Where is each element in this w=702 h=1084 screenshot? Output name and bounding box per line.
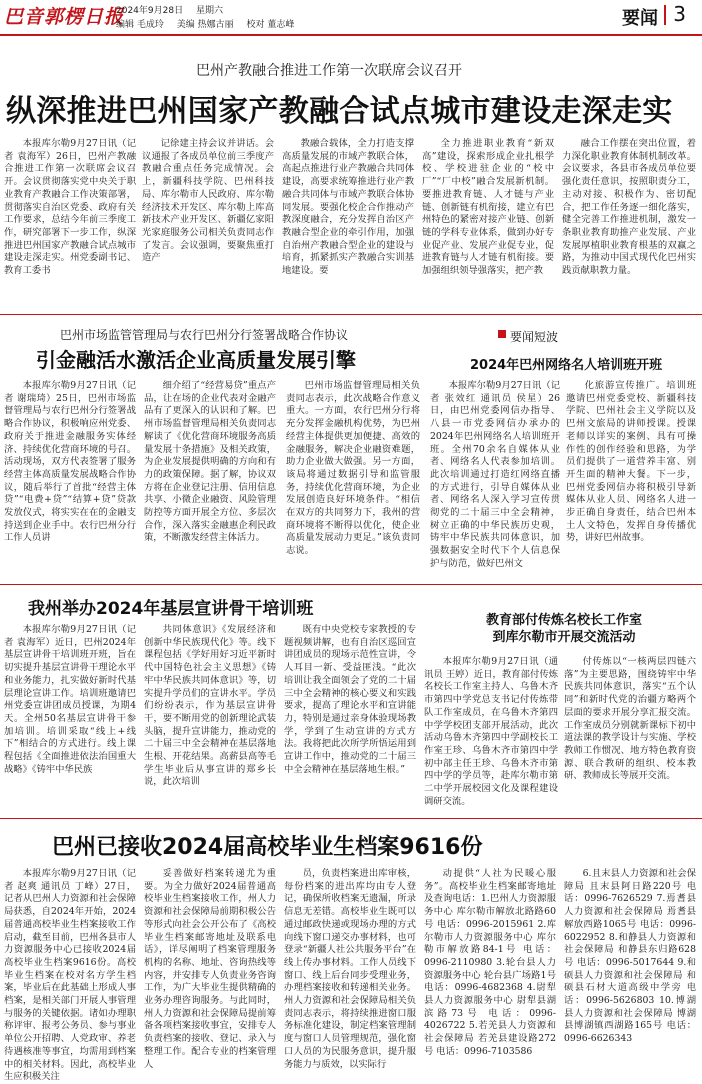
article2-kicker: 巴州市场监管管理局与农行巴州分行签署战略合作协议 [60,328,349,342]
article1-col-5: 融合工作摆在突出位置，着力深化职业教育体制机制改革。会议要求，各县市各成员单位要强化责任意识，按照职责分工，主动对接、积极作为、密切配合，把工作任务逐一细化落实，健全完善工作推进机制，激发一条职业教育助推产业发展、产业发展厚植职业教育根基的双赢之路，为推动中国式现代化巴州实践贡献职教力量。 [562,138,696,277]
section-divider [664,5,666,25]
article3-col-2: 共同体意识》《发展经济和创新中华民族现代化》等。线下课程包括《学好用好习近平新时代中国特色社会主义思想》《铸牢中华民族共同体意识》等，切实提升学员们的宣讲水平。学员们纷纷表示，作为基层宣讲骨干，要不断用党的创新理论武装头脑，提升宣讲能力，推动党的二十届三中全会精神在基层落地生根、开花结果。高薪县高等毛学生毕业后从事宣讲的郑乡长说，此次培训 [144,624,276,788]
news-brief-tag-label: 要闻短波 [510,330,559,344]
masthead [0,0,702,36]
article4-col-2: 付传炼以“一核两层四链六落”为主要思路，围绕铸牢中华民族共同体意识，落实“五个认同”和新时代党的治疆方略两个层面的要求开展分享汇报交流。工作室成员分别就新课标下初中道法课的教学设计与实施、学校教师工作惯况、地方特色教育资源、联合教研的组织、校本教研、教师成长等展开交流。 [564,656,696,782]
proofreader-credit: 校对 董志峰 [246,20,295,30]
article2-col-1: 本报库尔勒9月27日讯（记者 谢瑞琦）25日，巴州市场监督管理局与农行巴州分行签署战略合作协议，积极响应州党委、政府关于推进金融服务实体经济、持续优化营商环境的号召。活动现场，双方代表签署了服务经营主体高质量发展战略合作协议，随后举行了首批“经营主体贷”“电费+贷”“结算+贷”贷款发放仪式，将实实在在的金融支持送到企业手中。农行巴州分行工作人员讲 [4,380,136,544]
article4-headline: 教育部付传炼名校长工作室 到库尔勒市开展交流活动 [486,613,643,645]
article3-col-3: 既有中央党校专家教授的专题视频讲解，也有自治区巡回宣讲团成员的现场示范性宣讲，令人耳目一新、受益匪浅。“此次培训让我全面领会了党的二十届三中全会精神的核心要义和实践要求，提高了理论水平和宣讲能力，特别是通过亲身体验现场教学，学到了生动宣讲的方式方法。我将把此次所学所悟运用到宣讲工作中，推动党的二十届三中全会精神在基层落地生根。” [284,624,416,775]
article5-col-2: 妥善做好档案转递尤为重要。为全力做好2024届普通高校毕业生档案接收工作，州人力资源和社会保障局前期积极公告等形式向社会公开公布了《高校毕业生档案邮寄地址及联系电话》，详尽阐明了档案管理服务机构的名称、地址、咨询热线等内容，并安排专人负责业务咨询工作，为广大毕业生提供精确的业务办理咨询服务。与此同时，州人力资源和社会保障局提前筹备各项档案接收事宜，安排专人负责档案的接收、登记、录入与整理工作。配合专业的档案管理人 [144,868,276,1070]
article5-col-3: 员，负责档案进出库审核，每份档案的进出库均由专人登记，确保所收档案无遗漏，所录信息无差错。高校毕业生既可以通过邮政快递或现场办理的方式向线下窗口递交办事材料，也可登录“新疆人社公共服务平台”在线上传办事材料。工作人员线下窗口、线上后台同步受理业务，办理档案接收和转递相关业务。州人力资源和社会保障局相关负责同志表示，将持续推进窗口服务标准化建设，制定档案管理制度与窗口人员管理规范，强化窗口人员的为民服务意识，提升服务能力与质效，以实际行 [284,868,416,1070]
brief-col-1: 本报库尔勒9月27日讯（记者 张效红 通讯员 侯星）26日，由巴州党委网信办指导、八县一市党委网信办承办的2024年巴州网络名人培训班开班。全州70余名自媒体从业者、网络名人代表参加培训。此次培训通过打造红网络直播的方式进行，引导自媒体从业者、网络名人深入学习宣传贯彻党的二十届三中全会精神，树立正确的中华民族历史观，铸牢中华民族共同体意识，加强数据安全时代下个人信息保护与防范，做好巴州文 [430,380,560,569]
section-title: 要闻 [622,8,658,29]
news-brief-tag [498,328,558,345]
issue-weekday: 星期六 [195,6,223,16]
article3-headline: 我州举办2024年基层宣讲骨干培训班 [28,599,314,619]
article5-col-5: 6.且末县人力资源和社会保障局 且末县阿日路220号 电话：0996-7626529 7.焉耆县人力资源和社会保障局 焉耆县解放西路1065号 电话：0996-6022952 8.和静县人力资源和社会保障局 和静县东归路628号 电话：0996-5017644 9.和硕县人力资源和社会保障局 和硕县石材大道高级中学旁 电话：0996-5626803 10.博湖县人力资源和社会保障局 博湖县博湖镇西湖路165号 电话：0996-6626343 [564,868,696,1045]
staff-credits [116,17,304,30]
brief-col-2: 化旅游宣传推广。培训班邀请巴州党委党校、新疆科技学院、巴州社会主义学院以及巴州文旅局的讲师授课。授课老师以详实的案例、具有可操作性的创作经验和思路，为学员们提供了一道营养丰富、别开生面的精神大餐。下一步，巴州党委网信办将积极引导新媒体从业人员、网络名人进一步正确自身责任，结合巴州本土人文特色，发挥自身传播优势，讲好巴州故事。 [566,380,696,544]
article1-headline: 纵深推进巴州国家产教融合试点城市建设走深走实 [6,94,673,129]
article2-rule [0,584,702,585]
article2-col-3: 巴州市场监督管理局相关负责同志表示，此次战略合作意义重大。一方面，农行巴州分行将充分发挥金融机构优势，为巴州经营主体提供更加便捷、高效的金融服务，解决企业融资难题，助力企业做大做强。另一方面，该局将通过数据引导和监管服务，持续优化营商环境，为企业发展创造良好环境条件。“相信在双方的共同努力下，我州的营商环境将不断得以优化，使企业高质量发展动力更足。”该负责同志说。 [286,380,420,557]
article4-col-1: 本报库尔勒9月27日讯（通讯员 王婷）近日，教育部付传炼名校长工作室主持人、乌鲁木齐市第四中学党总支书记付传炼带队工作室成员，在乌鲁木齐第四中学学校团支部开展活动，此次活动乌鲁木齐第四中学副校长工作室王珍、乌鲁木齐市第四中学初中部主任王珍、乌鲁木齐市第四中学的学员等，赴库尔勒市第二中学开展校园文化及课程建设调研交流。 [424,656,558,807]
article5-headline: 巴州已接收2024届高校毕业生档案9616份 [52,835,483,860]
article1-col-2: 记徐建主持会议并讲话。会议通报了各成员单位前三季度产教融合重点任务完成情况。会上，新疆科技学院、巴州科技局、库尔勒市人民政府、库尔勒经济技术开发区、库尔勒上库高新技术产业开发区、新疆亿家阳光家庭服务公司相关负责同志作了发言。会议强调，要聚焦重打造产 [142,138,274,264]
article1-kicker: 巴州产教融合推进工作第一次联席会议召开 [196,63,462,79]
page-number: 3 [673,2,686,26]
issue-date: 2024年9月28日 [116,6,184,16]
brief-headline: 2024年巴州网络名人培训班开班 [470,358,663,373]
masthead-rule [0,34,702,36]
editor-credit: 编辑 毛成玲 [116,20,164,30]
article1-col-1: 本报库尔勒9月27日讯（记者 袁海军）26日，巴州产教融合推进工作第一次联席会议召开。会议贯彻落实党中央关于职业教育产教融合工作决策部署，贯彻落实自治区党委、政府有关工作要求，总结今年前三季度工作，研究部署下一步工作，纵深推进巴州国家产教融合试点城市建设走深走实。州党委副书记、教育工委书 [4,138,136,277]
article2-col-2: 细介绍了“经营易贷”重点产品，让在场的企业代表对金融产品有了更深入的认识和了解。巴州市场监督管理局相关负责同志解读了《优化营商环境服务高质量发展十条措施》及相关政策，为企业发展提供明确的方向和有力的政策保障。据了解，协议双方将在企业登记注册、信用信息共享、小微企业融资、风险管理防控等方面开展全方位、多层次合作，深入落实金融惠企利民政策，不断激发经营主体活力。 [144,380,276,544]
article2-headline: 引金融活水激活企业高质量发展引擎 [36,348,356,372]
designer-credit: 美编 热娜古丽 [176,20,234,30]
article5-col-4: 动提供“人社为民暖心服务”。高校毕业生档案邮寄地址及查询电话：1.巴州人力资源服务中心 库尔勒市解放北路路60号 电话：0996-2015961 2.库尔勒市人力资源服务中心 库尔勒市解放路84-1号 电话：0996-2110980 3.轮台县人力资源服务中心 轮台县广场路1号 电话：0996-4682368 4.尉犁县人力资源服务中心 尉犁县湖滨路73号 电话：0996-4026722 5.若羌县人力资源和社会保障局 若羌县建设路272号 电话：0996-7103586 [424,868,556,1057]
article3-rule [0,818,702,819]
article1-col-3: 教融合载体，全力打造支撑高质量发展的市域产教联合体，高起点推进行业产教融合共同体建设，高要求统筹推进行业产教融合共同体与市域产教联合体协同发展。要强化校企合作推动产教深度融合，充分发挥自治区产教融合型企业的牵引作用，加强自治州产教融合型企业的建设与培育，抓紧抓实产教融合实训基地建设。要 [282,138,414,277]
issue-date-line [116,3,233,16]
article1-col-4: 全力推进职业教育“新双高”建设，探索形成企业扎根学校、学校进驻企业的“校中厂”“厂中校”融合发展新机制。要推进教育链、人才链与产业链、创新链有机衔接，建立有巴州特色的紧密对接产业链、创新链的学科专业体系，做到办好专业促产业、发展产业促专业，促进教育链与人才链有机衔接。要加强组织领导强落实，把产教 [422,138,554,277]
article3-col-1: 本报库尔勒9月27日讯（记者 袁海军）近日，巴州2024年基层宣讲骨干培训班开班，旨在切实提升基层宣讲骨干理论水平和业务能力，扎实做好新时代基层理论宣讲工作。培训班邀请巴州党委宣讲团成员授课，为期4天。全州50名基层宣讲骨干参加培训。培训采取“线上+线下”相结合的方式进行。线上课程包括《全面推进依法治国重大战略》《铸牢中华民族 [4,624,136,775]
tag-marker-icon [498,330,506,338]
article1-rule [0,314,702,315]
newspaper-logo: 巴音郭楞日报 [4,6,125,28]
article5-col-1: 本报库尔勒9月27日讯（记者 赵爽 通讯员 丁峰）27日，记者从巴州人力资源和社会保障局获悉，自2024年开始，2024届普通高校毕业生档案接收工作启动，截至目前，巴州各县市人力资源服务中心已接收2024届高校毕业生档案9616份。高校毕业生档案在校对名方学生档案，毕业后在此基础上形成人事档案，是相关部门开展人事管理与服务的关键依据。诸如办理职称评审、报考公务员、参与事业单位公开招聘、人党政审、养老待遇核准等事宜，均需用到档案中的相关材料。因此，高校毕业生应积极关注 [4,868,136,1083]
